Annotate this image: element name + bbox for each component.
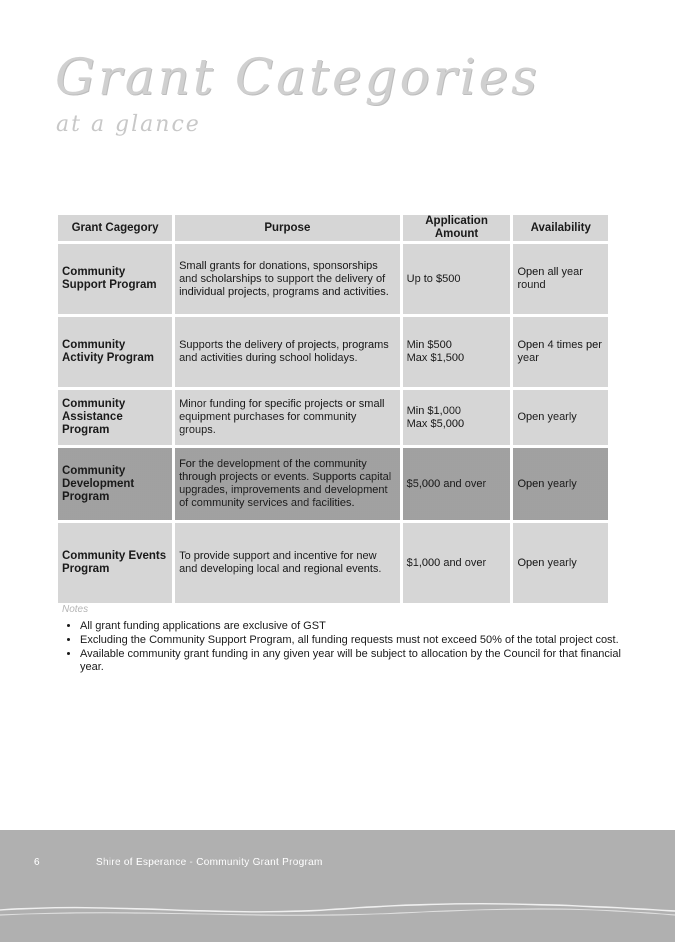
note-item: • Available community grant funding in any given year will be subject to allocation by the Council for that financial year. — [80, 648, 640, 674]
row-purpose: To provide support and incentive for new and developing local and regional events. — [175, 523, 400, 603]
row-category: Community Development Program — [58, 448, 172, 520]
note-item: • All grant funding applications are exclusive of GST — [80, 620, 640, 633]
row-purpose: Small grants for donations, sponsorships and scholarships to support the delivery of individual projects, programs and activities. — [175, 244, 400, 314]
table-header-row — [58, 215, 608, 241]
row-purpose: For the development of the community through projects or events. Supports capital upgrades, improvements and development of community services and facilities. — [175, 448, 400, 520]
header-grant-category: Grant Cagegory — [58, 215, 172, 241]
table-row-highlighted — [58, 448, 608, 520]
row-amount: $1,000 and over — [403, 523, 511, 603]
footer-title: Shire of Esperance - Community Grant Program — [96, 857, 323, 868]
page-footer — [0, 830, 675, 942]
footer-page-number: 6 — [34, 857, 40, 868]
row-availability: Open yearly — [513, 523, 608, 603]
row-category: Community Assistance Program — [58, 390, 172, 445]
row-amount: Min $500 Max $1,500 — [403, 317, 511, 387]
row-availability: Open yearly — [513, 390, 608, 445]
header-availability: Availability — [513, 215, 608, 241]
row-availability: Open 4 times per year — [513, 317, 608, 387]
row-category: Community Activity Program — [58, 317, 172, 387]
row-amount: Min $1,000 Max $5,000 — [403, 390, 511, 445]
row-purpose: Supports the delivery of projects, programs and activities during school holidays. — [175, 317, 400, 387]
header-application-amount: Application Amount — [403, 215, 511, 241]
footer-wave-decoration — [0, 900, 675, 920]
table-row — [58, 390, 608, 445]
row-amount: $5,000 and over — [403, 448, 511, 520]
table-row — [58, 523, 608, 603]
grant-categories-table — [55, 212, 611, 606]
row-amount: Up to $500 — [403, 244, 511, 314]
note-item: • Excluding the Community Support Program, all funding requests must not exceed 50% of the total project cost. — [80, 634, 640, 647]
row-availability: Open all year round — [513, 244, 608, 314]
notes-label: Notes — [62, 604, 89, 615]
table-row — [58, 244, 608, 314]
row-category: Community Support Program — [58, 244, 172, 314]
notes-list — [62, 620, 640, 675]
row-category: Community Events Program — [58, 523, 172, 603]
page-subtitle: at a glance — [56, 112, 201, 137]
row-purpose: Minor funding for specific projects or small equipment purchases for community groups. — [175, 390, 400, 445]
header-purpose: Purpose — [175, 215, 400, 241]
page-title: Grant Categories — [55, 48, 540, 106]
table-row — [58, 317, 608, 387]
row-availability: Open yearly — [513, 448, 608, 520]
